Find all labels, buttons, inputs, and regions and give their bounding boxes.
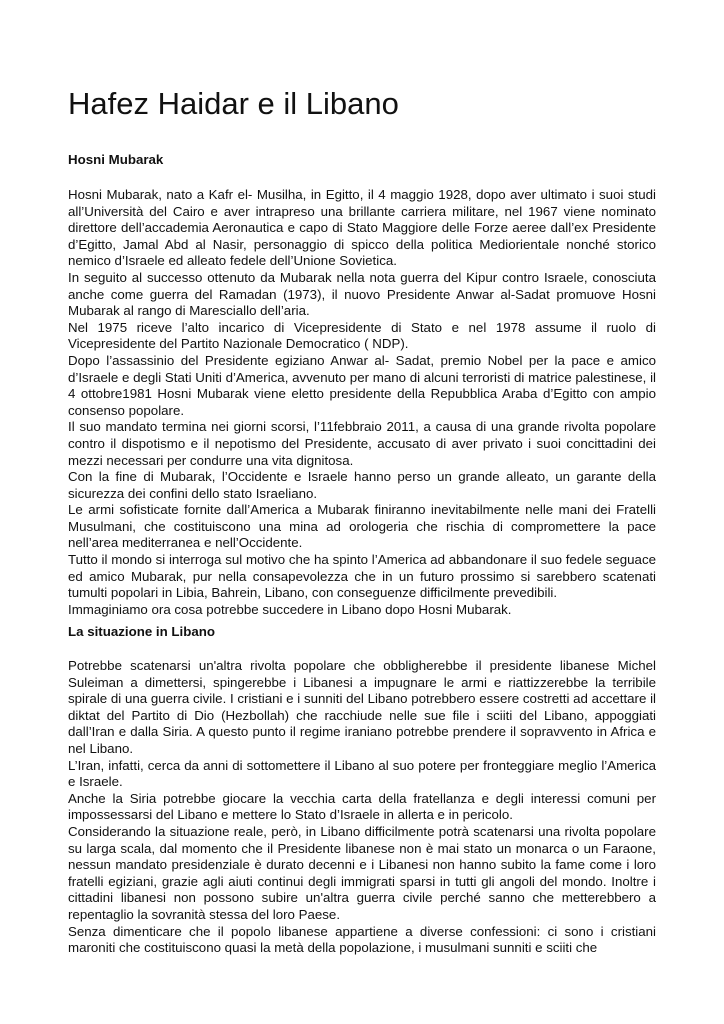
paragraph: Potrebbe scatenarsi un'altra rivolta popolare che obbligherebbe il presidente libanese Michel Suleiman a dimettersi, spingerebbe i Libanesi a impugnare le armi e riattizzerebbe la terribile spirale di una guerra civile. I cristiani e i sunniti del Libano potrebbero essere costretti ad accettare il diktat del Partito di Dio (Hezbollah) che racchiude nelle sue file i sciiti del Libano, appoggiati dall’Iran e dalla Siria. A questo punto il regime iraniano potrebbe prendere il sopravvento in Africa e nel Libano. <box>68 658 656 756</box>
section-body-hosni-mubarak <box>68 187 656 618</box>
paragraph: Tutto il mondo si interroga sul motivo che ha spinto l’America ad abbandonare il suo fedele seguace ed amico Mubarak, pur nella consapevolezza che in un futuro prossimo si sarebbero scatenati tumulti popolari in Libia, Bahrein, Libano, con conseguenze difficilmente prevedibili. <box>68 552 656 601</box>
paragraph: Senza dimenticare che il popolo libanese appartiene a diverse confessioni: ci sono i cristiani maroniti che costituiscono quasi la metà della popolazione, i musulmani sunniti e sciiti che <box>68 923 656 956</box>
paragraph: Le armi sofisticate fornite dall’America a Mubarak finiranno inevitabilmente nelle mani dei Fratelli Musulmani, che costituiscono una mina ad orologeria che rischia di compromettere la pace nell’area mediterranea e nell’Occidente. <box>68 502 656 551</box>
paragraph: Dopo l’assassinio del Presidente egiziano Anwar al- Sadat, premio Nobel per la pace e amico d’Israele e degli Stati Uniti d’America, avvenuto per mano di alcuni terroristi di matrice palestinese, il 4 ottobre1981 Hosni Mubarak viene eletto presidente della Repubblica Araba d’Egitto con ampio consenso popolare. <box>68 352 656 418</box>
section-heading-hosni-mubarak: Hosni Mubarak <box>68 152 164 167</box>
paragraph: Immaginiamo ora cosa potrebbe succedere in Libano dopo Hosni Mubarak. <box>68 601 512 617</box>
section-body-la-situazione-in-libano <box>68 658 656 957</box>
paragraph: L’Iran, infatti, cerca da anni di sottomettere il Libano al suo potere per fronteggiare meglio l’America e Israele. <box>68 757 656 790</box>
paragraph: In seguito al successo ottenuto da Mubarak nella nota guerra del Kipur contro Israele, conosciuta anche come guerra del Ramadan (1973), il nuovo Presidente Anwar al-Sadat promuove Hosni Mubarak al rango di Maresciallo dell’aria. <box>68 269 656 319</box>
paragraph: Con la fine di Mubarak, l’Occidente e Israele hanno perso un grande alleato, un garante della sicurezza dei confini dello stato Israeliano. <box>68 469 656 501</box>
section-heading-la-situazione-in-libano: La situazione in Libano <box>68 624 216 639</box>
paragraph: Anche la Siria potrebbe giocare la vecchia carta della fratellanza e degli interessi comuni per impossessarsi del Libano e mettere lo Stato d’Israele in allerta e in pericolo. <box>68 790 656 823</box>
paragraph: Hosni Mubarak, nato a Kafr el- Musilha, in Egitto, il 4 maggio 1928, dopo aver ultimato i suoi studi all’Università del Cairo e aver intrapreso una brillante carriera militare, nel 1967 viene nominato direttore dell’accademia Aeronautica e capo di Stato Maggiore delle Forze aeree dall’ex Presidente d’Egitto, Jamal Abd al Nasir, personaggio di spicco della politica Mediorientale nonché storico nemico d’Israele ed alleato fedele dell’Unione Sovietica. <box>68 187 656 269</box>
paragraph: Considerando la situazione reale, però, in Libano difficilmente potrà scatenarsi una rivolta popolare su larga scala, dal momento che il Presidente libanese non è mai stato un monarca o un Faraone, nessun mandato presidenziale è durato decenni e i Libanesi non hanno subito la fame come i loro fratelli egiziani, grazie agli aiuti continui degli immigrati sparsi in tutti gli angoli del mondo. Inoltre i cittadini libanesi non possono subire un'altra guerra civile perché sanno che metterebbero a repentaglio la sovranità stessa del loro Paese. <box>68 823 656 922</box>
document-title: Hafez Haidar e il Libano <box>68 86 399 121</box>
paragraph: Nel 1975 riceve l’alto incarico di Vicepresidente di Stato e nel 1978 assume il ruolo di Vicepresidente del Partito Nazionale Democratico ( NDP). <box>68 319 656 352</box>
paragraph: Il suo mandato termina nei giorni scorsi, l’11febbraio 2011, a causa di una grande rivolta popolare contro il dispotismo e il nepotismo del Presidente, accusato di aver privato i suoi concittadini dei mezzi necessari per condurre una vita dignitosa. <box>68 419 656 468</box>
